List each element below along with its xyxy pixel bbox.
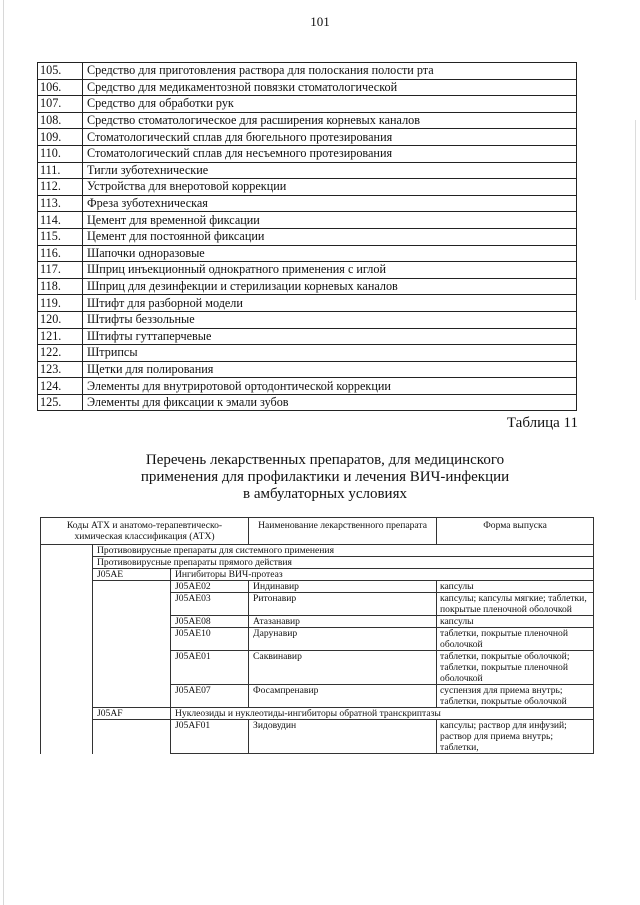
page-number: 101 [310, 14, 330, 29]
table-row [38, 361, 577, 378]
table-row [38, 262, 577, 279]
atc-subgroup-row [41, 708, 594, 720]
item-name: Стоматологический сплав для несъемного протезирования [83, 145, 577, 162]
item-number: 123. [38, 361, 83, 378]
table-row [38, 63, 577, 80]
table-title-line: в амбулаторных условиях [242, 486, 407, 502]
table-row [38, 228, 577, 245]
item-name: Штрипсы [83, 345, 577, 362]
drug-form: капсулы; капсулы мягкие; таблетки, покрытые пленочной оболочкой [437, 593, 594, 616]
atc-header-codes: Коды АТХ и анатомо-терапевтическо-химическая классификация (АТХ) [41, 518, 249, 545]
atc-subgroup-row [41, 569, 594, 581]
item-name: Штифты беззольные [83, 311, 577, 328]
item-name: Стоматологический сплав для бюгельного протезирования [83, 129, 577, 146]
drug-code: J05AE03 [171, 593, 249, 616]
scan-edge-right [635, 120, 636, 300]
drug-form: капсулы [437, 581, 594, 593]
item-number: 107. [38, 96, 83, 113]
item-name: Средство стоматологическое для расширения корневых каналов [83, 112, 577, 129]
table-title-line: применения для профилактики и лечения ВИЧ-инфекции [140, 469, 510, 485]
item-name: Шприц инъекционный однократного применения с иглой [83, 262, 577, 279]
table-title-line: Перечень лекарственных препаратов, для медицинского [145, 452, 505, 468]
atc-subgroup-code: J05AF [93, 708, 171, 720]
item-number: 116. [38, 245, 83, 262]
table-row [38, 311, 577, 328]
drug-row [41, 581, 594, 593]
drug-code: J05AF01 [171, 720, 249, 754]
drug-name: Ритонавир [249, 593, 437, 616]
table-row [38, 378, 577, 395]
item-name: Тигли зуботехнические [83, 162, 577, 179]
table-row [38, 295, 577, 312]
table-row [38, 179, 577, 196]
drug-form: капсулы; раствор для инфузий; раствор для приема внутрь; таблетки, [437, 720, 594, 754]
table-title [90, 452, 560, 503]
table-row [38, 129, 577, 146]
drug-form: капсулы [437, 616, 594, 628]
drug-form: суспензия для приема внутрь; таблетки, покрытые оболочкой [437, 685, 594, 708]
drug-code: J05AE08 [171, 616, 249, 628]
drug-row [41, 720, 594, 754]
item-number: 105. [38, 63, 83, 80]
table-row [38, 79, 577, 96]
item-name: Шприц для дезинфекции и стерилизации корневых каналов [83, 278, 577, 295]
item-name: Цемент для постоянной фиксации [83, 228, 577, 245]
atc-subgroup-code: J05AE [93, 569, 171, 581]
item-number: 120. [38, 311, 83, 328]
drug-row [41, 651, 594, 685]
drug-name: Атазанавир [249, 616, 437, 628]
item-number: 115. [38, 228, 83, 245]
drug-row [41, 616, 594, 628]
atc-group-direct: Противовирусные препараты прямого действия [93, 557, 594, 569]
table-row [38, 195, 577, 212]
scan-edge-left [3, 0, 4, 905]
item-number: 118. [38, 278, 83, 295]
item-number: 108. [38, 112, 83, 129]
item-number: 111. [38, 162, 83, 179]
item-name: Элементы для фиксации к эмали зубов [83, 394, 577, 411]
table-row [38, 112, 577, 129]
table-row [38, 345, 577, 362]
drug-name: Зидовудин [249, 720, 437, 754]
consumables-table [37, 62, 577, 411]
atc-group-row [41, 557, 594, 569]
table-row [38, 245, 577, 262]
table-row [38, 394, 577, 411]
table-row [38, 278, 577, 295]
drug-code: J05AE02 [171, 581, 249, 593]
drug-code: J05AE07 [171, 685, 249, 708]
item-name: Шапочки одноразовые [83, 245, 577, 262]
item-name: Средство для медикаментозной повязки стоматологической [83, 79, 577, 96]
item-number: 124. [38, 378, 83, 395]
item-name: Элементы для внутриротовой ортодонтической коррекции [83, 378, 577, 395]
item-name: Щетки для полирования [83, 361, 577, 378]
drug-name: Дарунавир [249, 628, 437, 651]
item-number: 109. [38, 129, 83, 146]
drug-form: таблетки, покрытые оболочкой; таблетки, покрытые пленочной оболочкой [437, 651, 594, 685]
atc-subgroup-name: Ингибиторы ВИЧ-протеаз [171, 569, 594, 581]
drug-name: Саквинавир [249, 651, 437, 685]
table-row [38, 96, 577, 113]
drug-code: J05AE10 [171, 628, 249, 651]
item-name: Штифт для разборной модели [83, 295, 577, 312]
item-name: Средство для приготовления раствора для полоскания полости рта [83, 63, 577, 80]
drug-row [41, 628, 594, 651]
item-number: 106. [38, 79, 83, 96]
item-number: 117. [38, 262, 83, 279]
drug-code: J05AE01 [171, 651, 249, 685]
table-row [38, 328, 577, 345]
drug-row [41, 685, 594, 708]
atc-drugs-table [40, 517, 594, 754]
atc-header-form: Форма выпуска [437, 518, 594, 545]
drug-form: таблетки, покрытые пленочной оболочкой [437, 628, 594, 651]
table-row [38, 162, 577, 179]
item-name: Устройства для внеротовой коррекции [83, 179, 577, 196]
drug-row [41, 593, 594, 616]
table-row [38, 145, 577, 162]
table-row [38, 212, 577, 229]
item-number: 121. [38, 328, 83, 345]
item-name: Штифты гуттаперчевые [83, 328, 577, 345]
item-name: Фреза зуботехническая [83, 195, 577, 212]
table-label: Таблица 11 [506, 415, 578, 431]
atc-header-name: Наименование лекарственного препарата [249, 518, 437, 545]
item-name: Цемент для временной фиксации [83, 212, 577, 229]
item-number: 114. [38, 212, 83, 229]
atc-group-row [41, 545, 594, 557]
item-number: 110. [38, 145, 83, 162]
item-name: Средство для обработки рук [83, 96, 577, 113]
item-number: 112. [38, 179, 83, 196]
item-number: 119. [38, 295, 83, 312]
atc-group-systemic: Противовирусные препараты для системного применения [93, 545, 594, 557]
item-number: 113. [38, 195, 83, 212]
drug-name: Индинавир [249, 581, 437, 593]
item-number: 122. [38, 345, 83, 362]
drug-name: Фосампренавир [249, 685, 437, 708]
atc-header-row [41, 518, 594, 545]
atc-subgroup-name: Нуклеозиды и нуклеотиды-ингибиторы обратной транскриптазы [171, 708, 594, 720]
item-number: 125. [38, 394, 83, 411]
